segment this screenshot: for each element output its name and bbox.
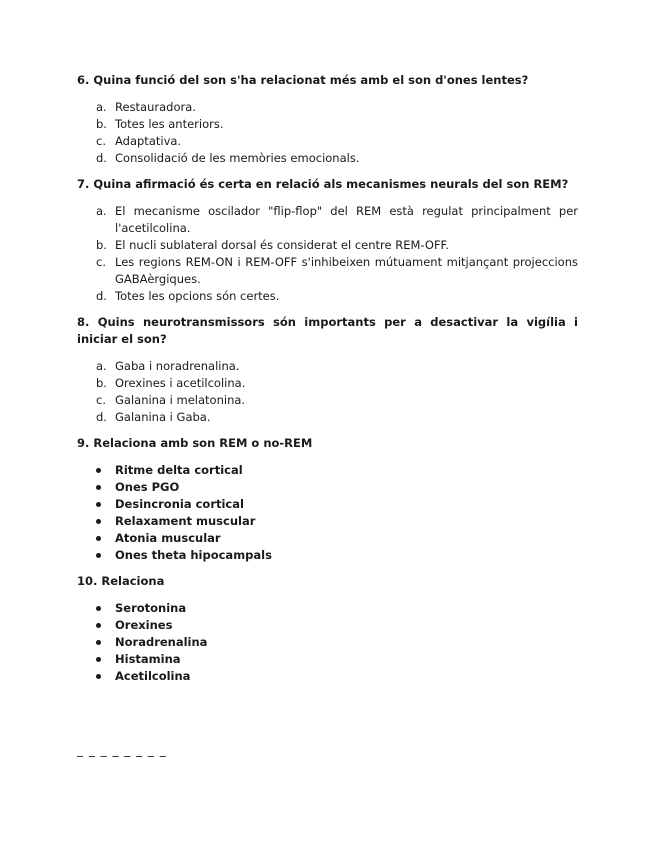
option-letter: c.	[96, 393, 106, 407]
option-letter: c.	[96, 255, 106, 269]
bullet-item	[77, 462, 578, 479]
bullet-icon	[96, 519, 101, 524]
bullet-icon	[96, 640, 101, 645]
option-c	[77, 392, 578, 409]
bullet-text: Relaxament muscular	[115, 514, 256, 528]
bullet-item	[77, 547, 578, 564]
question-7	[77, 176, 578, 305]
option-b	[77, 237, 578, 254]
option-letter: c.	[96, 134, 106, 148]
question-9	[77, 435, 578, 564]
option-text: Gaba i noradrenalina.	[115, 359, 240, 373]
bullet-text: Desincronia cortical	[115, 497, 244, 511]
options-list	[77, 358, 578, 426]
question-title: 8. Quins neurotransmissors són importants per a desactivar la vigília i iniciar el son?	[77, 315, 578, 346]
bullet-text: Atonia muscular	[115, 531, 221, 545]
bullet-item	[77, 634, 578, 651]
bullet-icon	[96, 468, 101, 473]
option-letter: a.	[96, 204, 107, 218]
bullet-item	[77, 617, 578, 634]
bullet-icon	[96, 536, 101, 541]
option-c	[77, 133, 578, 150]
option-b	[77, 375, 578, 392]
option-d	[77, 409, 578, 426]
bullet-icon	[96, 553, 101, 558]
bullet-icon	[96, 623, 101, 628]
option-text: Les regions REM-ON i REM-OFF s'inhibeixen mútuament mitjançant projeccions GABAèrgiques.	[115, 255, 578, 286]
bullet-text: Ritme delta cortical	[115, 463, 243, 477]
question-6	[77, 72, 578, 167]
bullet-item	[77, 668, 578, 685]
option-d	[77, 288, 578, 305]
bullet-item	[77, 651, 578, 668]
option-letter: b.	[96, 376, 107, 390]
option-a	[77, 99, 578, 116]
bullet-item	[77, 496, 578, 513]
bullet-text: Noradrenalina	[115, 635, 208, 649]
document-page	[77, 72, 578, 694]
option-letter: b.	[96, 238, 107, 252]
bullet-list	[77, 600, 578, 685]
bullet-text: Ones theta hipocampals	[115, 548, 272, 562]
option-letter: a.	[96, 359, 107, 373]
option-letter: d.	[96, 410, 107, 424]
footer-separator: _ _ _ _ _ _ _ _	[77, 743, 167, 757]
bullet-item	[77, 600, 578, 617]
options-list	[77, 203, 578, 305]
bullet-item	[77, 530, 578, 547]
option-a	[77, 358, 578, 375]
option-text: Galanina i melatonina.	[115, 393, 246, 407]
question-title: 10. Relaciona	[77, 574, 165, 588]
option-letter: b.	[96, 117, 107, 131]
options-list	[77, 99, 578, 167]
option-c	[77, 254, 578, 288]
bullet-text: Histamina	[115, 652, 181, 666]
bullet-item	[77, 479, 578, 496]
option-text: El nucli sublateral dorsal és considerat el centre REM-OFF.	[115, 238, 449, 252]
question-8	[77, 314, 578, 426]
option-b	[77, 116, 578, 133]
option-text: Totes les anteriors.	[115, 117, 224, 131]
option-text: Totes les opcions són certes.	[115, 289, 280, 303]
option-a	[77, 203, 578, 237]
option-d	[77, 150, 578, 167]
question-10	[77, 573, 578, 685]
option-text: Adaptativa.	[115, 134, 182, 148]
bullet-text: Orexines	[115, 618, 173, 632]
option-letter: d.	[96, 151, 107, 165]
bullet-icon	[96, 674, 101, 679]
bullet-item	[77, 513, 578, 530]
question-title: 7. Quina afirmació és certa en relació als mecanismes neurals del son REM?	[77, 177, 569, 191]
bullet-icon	[96, 502, 101, 507]
bullet-icon	[96, 485, 101, 490]
question-title: 9. Relaciona amb son REM o no-REM	[77, 436, 313, 450]
option-letter: d.	[96, 289, 107, 303]
option-text: Consolidació de les memòries emocionals.	[115, 151, 360, 165]
bullet-text: Ones PGO	[115, 480, 180, 494]
bullet-icon	[96, 657, 101, 662]
option-text: Restauradora.	[115, 100, 196, 114]
question-title: 6. Quina funció del son s'ha relacionat més amb el son d'ones lentes?	[77, 73, 529, 87]
option-letter: a.	[96, 100, 107, 114]
option-text: Orexines i acetilcolina.	[115, 376, 246, 390]
bullet-text: Serotonina	[115, 601, 187, 615]
bullet-icon	[96, 606, 101, 611]
bullet-text: Acetilcolina	[115, 669, 191, 683]
bullet-list	[77, 462, 578, 564]
option-text: El mecanisme oscilador "flip-flop" del REM està regulat principalment per l'acetilcolina.	[115, 204, 578, 235]
option-text: Galanina i Gaba.	[115, 410, 211, 424]
